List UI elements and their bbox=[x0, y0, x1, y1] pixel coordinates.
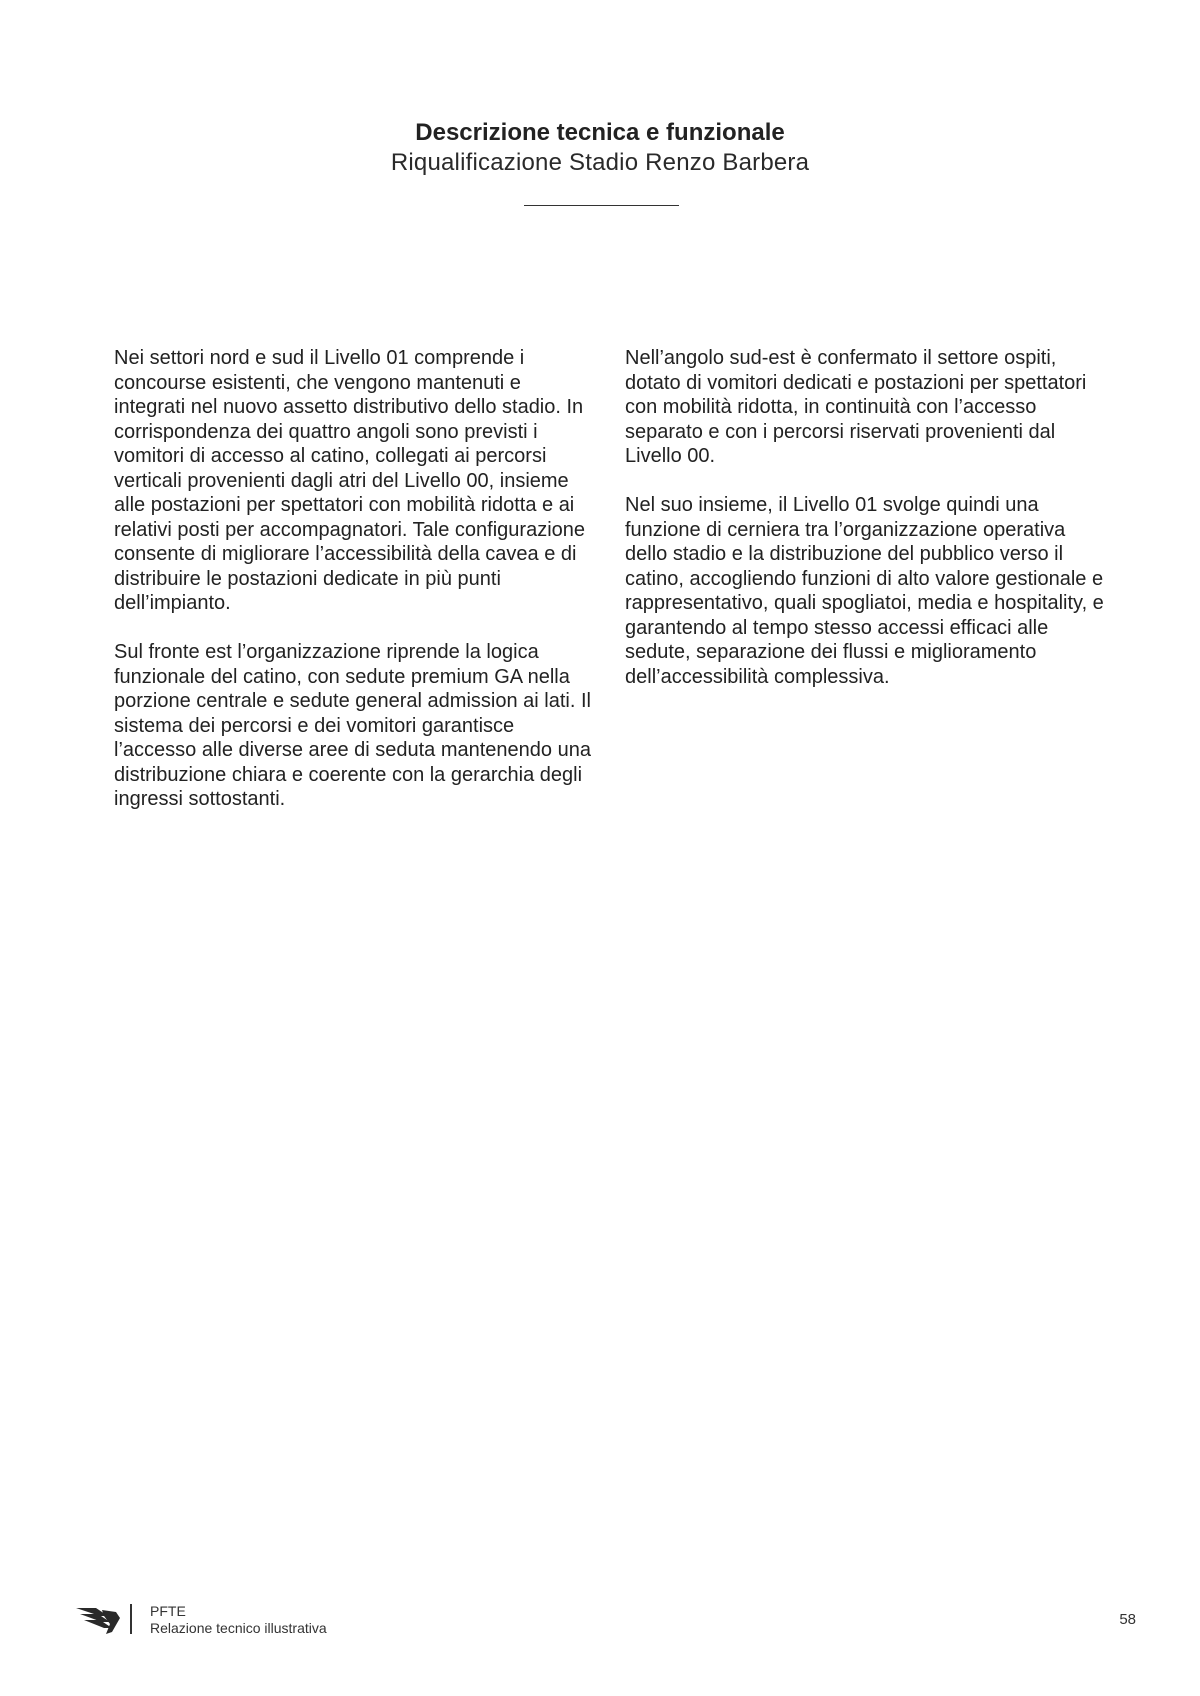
page-title: Descrizione tecnica e funzionale bbox=[415, 119, 785, 146]
paragraph: Sul fronte est l’organizzazione riprende la logica funzionale del catino, con sedute premium GA nella porzione centrale e sedute general admission ai lati. Il sistema dei percorsi e dei vomitori garantisce l’accesso alle diverse aree di seduta mantenendo una distribuzione chiara e coerente con la gerarchia degli ingressi sottostanti. bbox=[114, 641, 591, 810]
page-footer bbox=[76, 1602, 1136, 1638]
paragraph: Nell’angolo sud-est è confermato il settore ospiti, dotato di vomitori dedicati e postazioni per spettatori con mobilità ridotta, in continuità con l’accesso separato e con i percorsi riservati provenienti dal Livello 00. bbox=[625, 347, 1087, 467]
paragraph: Nel suo insieme, il Livello 01 svolge quindi una funzione di cerniera tra l’organizzazione operativa dello stadio e la distribuzione del pubblico verso il catino, accogliendo funzioni di alto valore gestionale e rappresentativo, quali spogliatoi, media e hospitality, e garantendo al tempo stesso accessi efficaci alle sedute, separazione dei flussi e miglioramento dell’accessibilità complessiva. bbox=[625, 494, 1104, 688]
title-divider bbox=[524, 205, 679, 206]
right-column bbox=[625, 346, 1105, 714]
page-header bbox=[0, 118, 1200, 178]
footer-line-1: PFTE bbox=[150, 1603, 186, 1619]
footer-text bbox=[150, 1603, 327, 1637]
eagle-logo-icon bbox=[76, 1602, 120, 1636]
footer-separator bbox=[130, 1604, 132, 1634]
page-subtitle: Riqualificazione Stadio Renzo Barbera bbox=[390, 149, 810, 176]
left-column bbox=[114, 346, 594, 836]
footer-line-2: Relazione tecnico illustrativa bbox=[150, 1620, 327, 1636]
paragraph: Nei settori nord e sud il Livello 01 comprende i concourse esistenti, che vengono mantenuti e integrati nel nuovo assetto distributivo dello stadio. In corrispondenza dei quattro angoli sono previsti i vomitori di accesso al catino, collegati ai percorsi verticali provenienti dagli atri del Livello 00, insieme alle postazioni per spettatori con mobilità ridotta e ai relativi posti per accompagnatori. Tale configurazione consente di migliorare l’accessibilità della cavea e di distribuire le postazioni dedicate in più punti dell’impianto. bbox=[114, 347, 586, 614]
page-number: 58 bbox=[1119, 1611, 1136, 1628]
